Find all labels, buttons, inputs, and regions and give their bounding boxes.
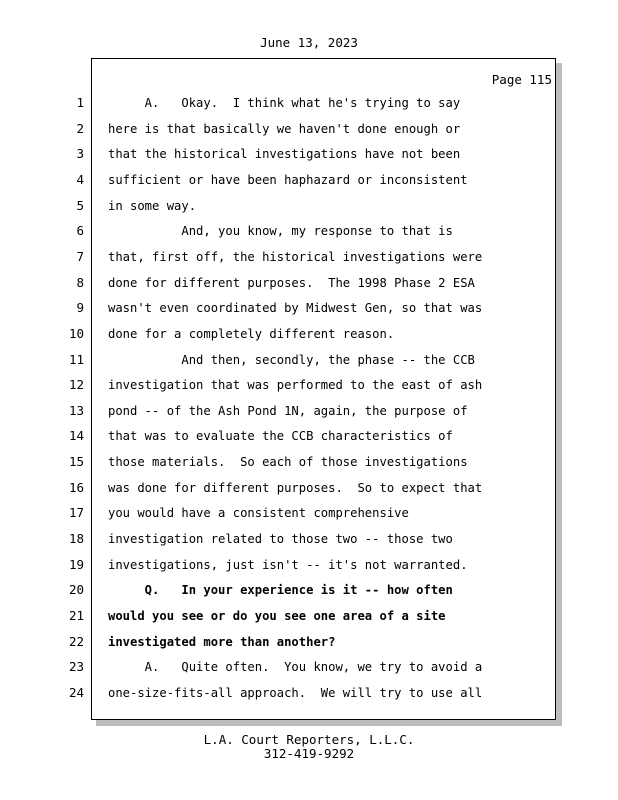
transcript-line: investigation that was performed to the east of ash [108, 378, 483, 392]
line-number: 7 [76, 249, 84, 264]
line-number: 5 [76, 198, 84, 213]
line-number: 4 [76, 172, 84, 187]
transcript-line: done for different purposes. The 1998 Phase 2 ESA [108, 276, 475, 290]
line-number: 17 [68, 505, 84, 520]
page-number: Page 115 [491, 72, 552, 87]
transcript-line: that the historical investigations have not been [108, 147, 461, 161]
transcript-line: A. Okay. I think what he's trying to say [108, 96, 461, 110]
line-number: 12 [68, 377, 84, 392]
line-number: 15 [68, 454, 84, 469]
transcript-line: investigation related to those two -- those two [108, 532, 453, 546]
transcript-line: was done for different purposes. So to expect that [108, 481, 483, 495]
footer [0, 733, 618, 761]
transcript-line: investigations, just isn't -- it's not warranted. [108, 558, 468, 572]
reporter-phone: 312-419-9292 [263, 746, 355, 761]
transcript-line: done for a completely different reason. [108, 327, 395, 341]
line-number: 18 [68, 531, 84, 546]
line-number: 6 [76, 223, 84, 238]
transcript-line: investigated more than another? [108, 635, 336, 649]
line-number: 22 [68, 634, 84, 649]
line-number: 3 [76, 146, 84, 161]
transcript-line: in some way. [108, 199, 197, 213]
transcript-line: that was to evaluate the CCB characteristics of [108, 429, 453, 443]
line-number: 2 [76, 121, 84, 136]
line-number: 21 [68, 608, 84, 623]
transcript-line: Q. In your experience is it -- how often [108, 583, 453, 597]
transcript-line: A. Quite often. You know, we try to avoid a [108, 660, 483, 674]
transcript-line: wasn't even coordinated by Midwest Gen, so that was [108, 301, 483, 315]
transcript-line: sufficient or have been haphazard or inconsistent [108, 173, 468, 187]
line-number: 13 [68, 403, 84, 418]
line-number: 8 [76, 275, 84, 290]
transcript-line: here is that basically we haven't done enough or [108, 122, 461, 136]
line-number: 9 [76, 300, 84, 315]
line-number: 11 [68, 352, 84, 367]
line-number: 10 [68, 326, 84, 341]
reporter-company: L.A. Court Reporters, L.L.C. [203, 732, 415, 747]
transcript-line: would you see or do you see one area of a site [108, 609, 446, 623]
transcript-line: And then, secondly, the phase -- the CCB [108, 353, 475, 367]
transcript-line: you would have a consistent comprehensive [108, 506, 409, 520]
line-number: 20 [68, 582, 84, 597]
line-number: 14 [68, 428, 84, 443]
line-number: 1 [76, 95, 84, 110]
transcript-line: one-size-fits-all approach. We will try to use all [108, 686, 483, 700]
line-number: 19 [68, 557, 84, 572]
transcript-date: June 13, 2023 [260, 35, 358, 50]
line-number: 24 [68, 685, 84, 700]
transcript-line: And, you know, my response to that is [108, 224, 453, 238]
line-number: 23 [68, 659, 84, 674]
line-number: 16 [68, 480, 84, 495]
transcript-line: pond -- of the Ash Pond 1N, again, the purpose of [108, 404, 468, 418]
transcript-line: that, first off, the historical investigations were [108, 250, 483, 264]
transcript-line: those materials. So each of those investigations [108, 455, 468, 469]
